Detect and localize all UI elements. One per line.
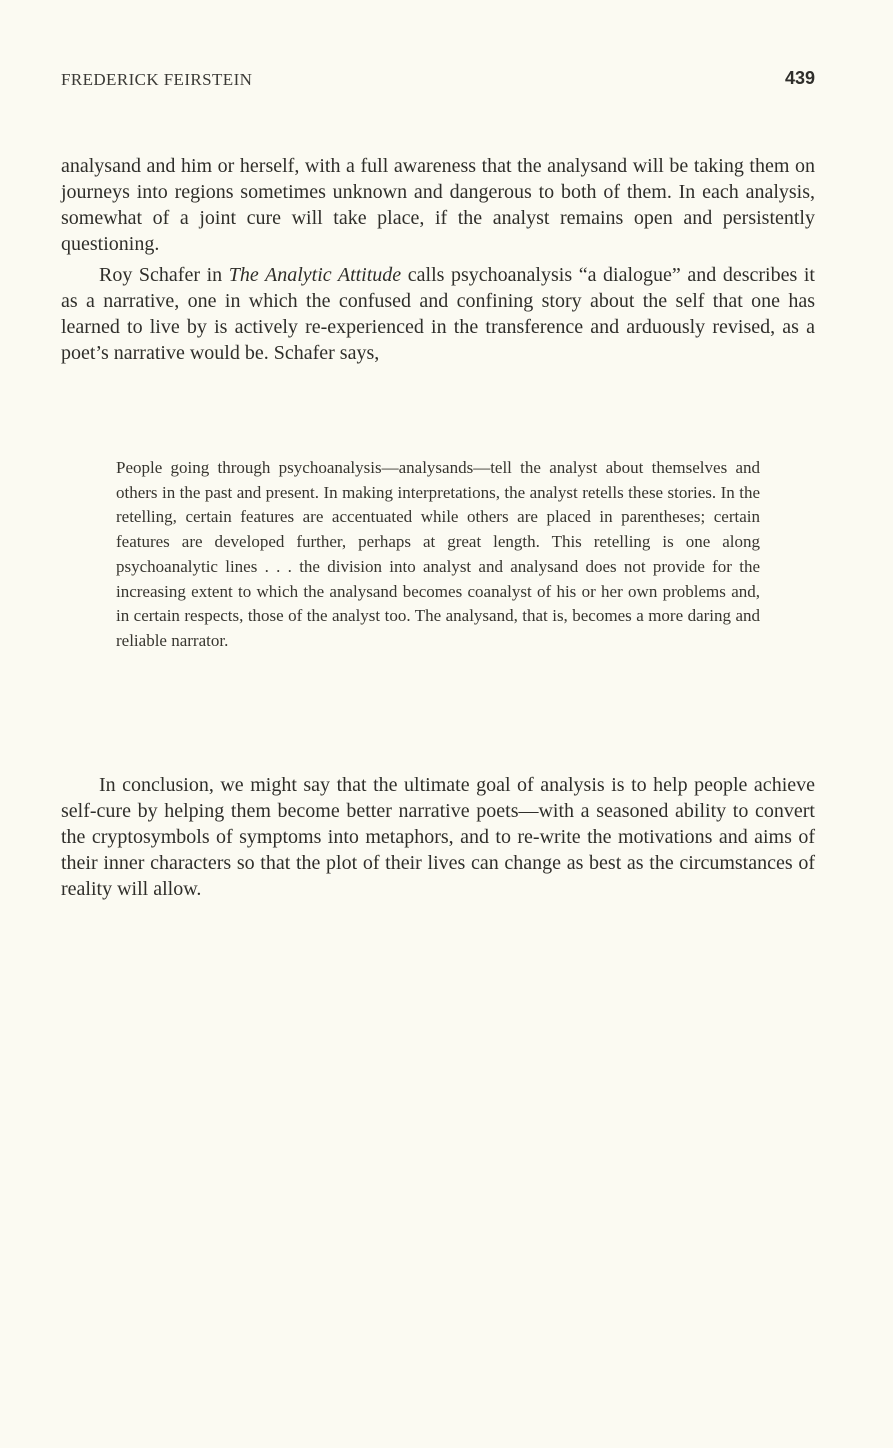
block-quote: People going through psychoanalysis—analysands—tell the analyst about themselves and others in the past and present. In making interpretations, the analyst retells these stories. In the retelling, certain features are accentuated while others are placed in parentheses; certain features are developed further, perhaps at great length. This retelling is one along psychoanalytic lines . . . the division into analyst and analysand does not provide for the increasing extent to which the analysand becomes coanalyst of his or her own problems and, in certain respects, those of the analyst too. The analysand, that is, becomes a more daring and reliable narrator.: [116, 458, 760, 650]
paragraph-conclusion: [61, 772, 815, 902]
running-head: [61, 66, 815, 96]
paragraph-3-text: In conclusion, we might say that the ultimate goal of analysis is to help people achieve self-cure by helping them become better narrative poets—with a seasoned ability to convert the cryptosymbols of symptoms into metaphors, and to re-write the motivations and aims of their inner characters so that the plot of their lives can change as best as the circumstances of reality will allow.: [61, 774, 815, 901]
page-number: 439: [784, 68, 815, 88]
paragraph-schafer: [61, 262, 815, 366]
paragraph-2-rest: calls psychoanalysis “a dialogue” and describes it as a narrative, one in which the confused and confining story about the self that one has learned to live by is actively re-experienced in the transference and arduously revised, as a poet’s narrative would be. Schafer says,: [61, 264, 815, 365]
paragraph-continued: [61, 153, 815, 257]
paragraph-2-text: [61, 262, 815, 366]
paragraph-1-text: analysand and him or herself, with a full awareness that the analysand will be taking them on journeys into regions sometimes unknown and dangerous to both of them. In each analysis, somewhat of a joint cure will take place, if the analyst remains open and persistently questioning.: [61, 155, 815, 256]
book-title: The Analytic Attitude: [228, 264, 402, 286]
running-title: FREDERICK FEIRSTEIN: [61, 70, 253, 89]
paragraph-2-lead: Roy Schafer in: [99, 264, 229, 286]
